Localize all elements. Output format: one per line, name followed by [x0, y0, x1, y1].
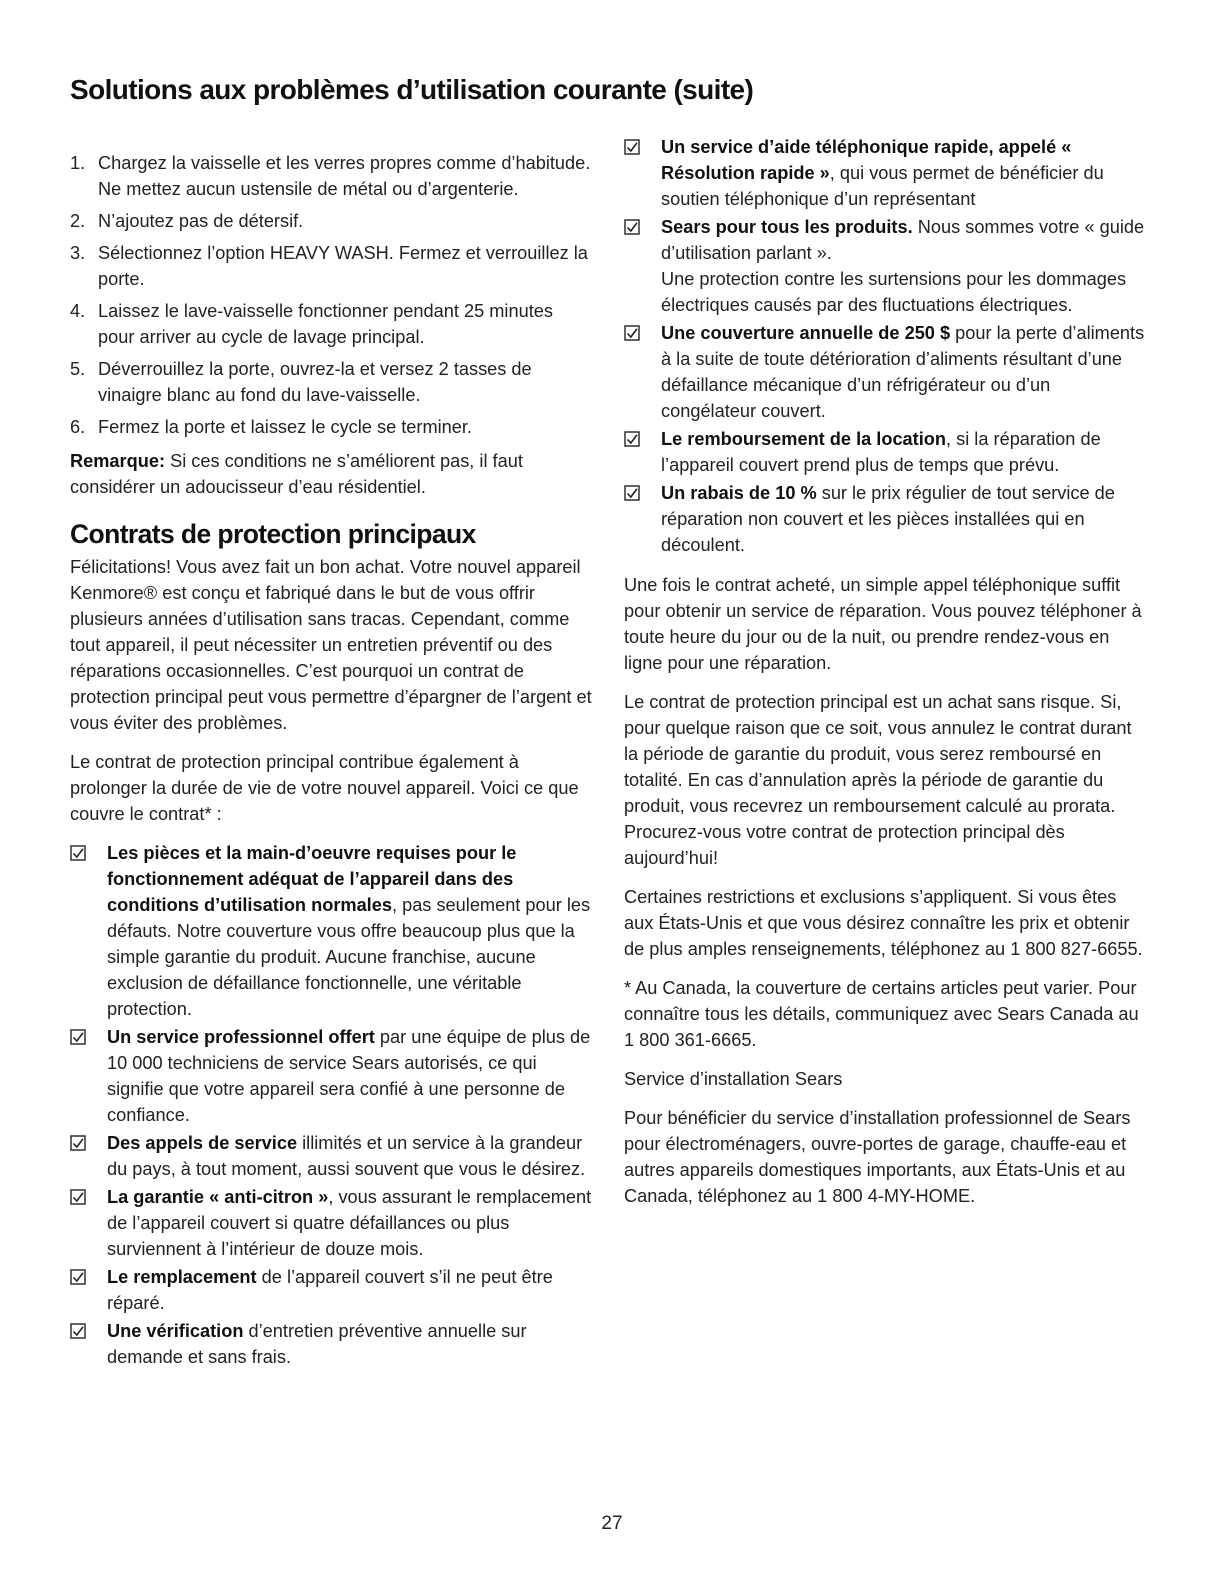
- checkbox-checked-icon: [624, 431, 640, 447]
- step-text: Fermez la porte et laissez le cycle se terminer.: [98, 417, 472, 437]
- step-text: Déverrouillez la porte, ouvrez-la et versez 2 tasses de vinaigre blanc au fond du lave-vaisselle.: [98, 359, 532, 405]
- coverage-item-text: illimités et un service à la grandeur du pays, à tout moment, aussi souvent que vous le désirez.: [107, 1133, 586, 1179]
- checkbox-checked-icon: [70, 1189, 86, 1205]
- installation-paragraph: Pour bénéficier du service d’installation professionnel de Sears pour électroménagers, ouvre-portes de garage, chauffe-eau et autres appareils domestiques importants, aux États-Unis et au Canada, téléphonez au 1 800 4-MY-HOME.: [624, 1108, 1131, 1206]
- coverage-item: [70, 1318, 592, 1370]
- step-item: [70, 414, 592, 440]
- coverage-item-extra: Une protection contre les surtensions pour les dommages électriques causés par des fluctuations électriques.: [661, 269, 1127, 315]
- coverage-item: [70, 1184, 592, 1262]
- coverage-item-lead: Le remplacement: [107, 1267, 257, 1287]
- intro-paragraph-1: Félicitations! Vous avez fait un bon achat. Votre nouvel appareil Kenmore® est conçu et fabriqué dans le but de vous offrir plusieurs années d’utilisation sans tracas. Cependant, comme tout appareil, il peut nécessiter un entretien préventif ou des réparations occasionnelles. C’est pourquoi un contrat de protection principal peut vous permettre d’épargner de l’argent et vous éviter des problèmes.: [70, 557, 592, 733]
- step-text: N’ajoutez pas de détersif.: [98, 211, 304, 231]
- coverage-item: [624, 320, 1146, 424]
- right-column: [624, 134, 1146, 1222]
- checkbox-checked-icon: [70, 1029, 86, 1045]
- coverage-item-text: , pas seulement pour les défauts. Notre couverture vous offre beaucoup plus que la simple garantie du produit. Aucune franchise, aucune exclusion de défaillance fonctionnelle, une véritable protection.: [107, 895, 591, 1019]
- step-number: 3.: [70, 243, 86, 263]
- steps-list: [70, 150, 592, 440]
- step-item: [70, 298, 592, 350]
- coverage-item-lead: Les pièces et la main-d’oeuvre requises pour le fonctionnement adéquat de l’appareil dans des conditions d’utilisation normales: [107, 843, 517, 915]
- coverage-item-text: Nous sommes votre « guide d’utilisation parlant ».: [661, 217, 1145, 263]
- checkbox-checked-icon: [70, 1135, 86, 1151]
- step-item: [70, 150, 592, 202]
- checkbox-checked-icon: [624, 325, 640, 341]
- coverage-item-text: sur le prix régulier de tout service de réparation non couvert et les pièces installées qui en découlent.: [661, 483, 1115, 555]
- coverage-item: [70, 1130, 592, 1182]
- coverage-item-text: , qui vous permet de bénéficier du soutien téléphonique d’un représentant: [661, 163, 1104, 209]
- coverage-item: [70, 840, 592, 1022]
- step-number: 2.: [70, 211, 86, 231]
- coverage-item-text: , vous assurant le remplacement de l’appareil couvert si quatre défaillances ou plus surviennent à l’intérieur de douze mois.: [107, 1187, 592, 1259]
- remark-label: Remarque:: [70, 451, 166, 471]
- coverage-item-text: d’entretien préventive annuelle sur demande et sans frais.: [107, 1321, 527, 1367]
- coverage-list-right: [624, 134, 1146, 558]
- step-number: 1.: [70, 153, 86, 173]
- page-number: 27: [601, 1513, 623, 1534]
- checkbox-checked-icon: [624, 139, 640, 155]
- coverage-item: [624, 426, 1146, 478]
- coverage-item: [70, 1264, 592, 1316]
- step-text: Sélectionnez l’option HEAVY WASH. Fermez et verrouillez la porte.: [98, 243, 588, 289]
- coverage-item: [624, 480, 1146, 558]
- coverage-item: [70, 1024, 592, 1128]
- remark-text: Si ces conditions ne s’améliorent pas, il faut considérer un adoucisseur d’eau résidentiel.: [70, 451, 523, 497]
- coverage-item-lead: Un service professionnel offert: [107, 1027, 375, 1047]
- coverage-item-lead: Sears pour tous les produits.: [661, 217, 913, 237]
- contract-paragraph-2: Le contrat de protection principal est un achat sans risque. Si, pour quelque raison que ce soit, vous annulez le contrat durant la période de garantie du produit, vous serez remboursé en totalité. En cas d’annulation après la période de garantie du produit, vous recevrez un remboursement calculé au prorata. Procurez-vous votre contrat de protection principal dès aujourd’hui!: [624, 692, 1132, 868]
- contract-paragraph-3: Certaines restrictions et exclusions s’appliquent. Si vous êtes aux États-Unis et que vous désirez connaître les prix et obtenir de plus amples renseignements, téléphonez au 1 800 827-6655.: [624, 887, 1143, 959]
- checkbox-checked-icon: [70, 845, 86, 861]
- coverage-item-lead: Un service d’aide téléphonique rapide, appelé « Résolution rapide »: [661, 137, 1072, 183]
- coverage-item: [624, 134, 1146, 212]
- coverage-item-lead: Le remboursement de la location: [661, 429, 947, 449]
- coverage-item-text: , si la réparation de l’appareil couvert prend plus de temps que prévu.: [661, 429, 1101, 475]
- coverage-item-text: par une équipe de plus de 10 000 techniciens de service Sears autorisés, ce qui signifie que votre appareil sera confié à une personne de confiance.: [107, 1027, 591, 1125]
- step-item: [70, 208, 592, 234]
- coverage-item-lead: Des appels de service: [107, 1133, 298, 1153]
- step-text: Laissez le lave-vaisselle fonctionner pendant 25 minutes pour arriver au cycle de lavage principal.: [98, 301, 553, 347]
- page-title: Solutions aux problèmes d’utilisation courante (suite): [70, 74, 754, 105]
- remark-paragraph: [70, 448, 592, 500]
- left-column: [70, 142, 592, 1384]
- step-number: 6.: [70, 417, 86, 437]
- section-title: Contrats de protection principaux: [70, 519, 476, 549]
- coverage-item-lead: Une couverture annuelle de 250 $: [661, 323, 951, 343]
- coverage-item: [624, 214, 1146, 318]
- checkbox-checked-icon: [70, 1269, 86, 1285]
- checkbox-checked-icon: [624, 485, 640, 501]
- intro-paragraph-2: Le contrat de protection principal contribue également à prolonger la durée de vie de votre nouvel appareil. Voici ce que couvre le contrat* :: [70, 752, 579, 824]
- step-text: Chargez la vaisselle et les verres propres comme d’habitude. Ne mettez aucun ustensile de métal ou d’argenterie.: [98, 153, 591, 199]
- step-item: [70, 356, 592, 408]
- checkbox-checked-icon: [624, 219, 640, 235]
- coverage-item-text: pour la perte d’aliments à la suite de toute détérioration d’aliments résultant d’une défaillance mécanique d’un réfrigérateur ou d’un congélateur couvert.: [661, 323, 1145, 421]
- step-number: 4.: [70, 301, 86, 321]
- step-item: [70, 240, 592, 292]
- installation-heading: Service d’installation Sears: [624, 1069, 843, 1089]
- coverage-item-lead: La garantie « anti-citron »: [107, 1187, 329, 1207]
- coverage-item-text: de l’appareil couvert s’il ne peut être réparé.: [107, 1267, 553, 1313]
- coverage-item-lead: Un rabais de 10 %: [661, 483, 817, 503]
- coverage-item-lead: Une vérification: [107, 1321, 244, 1341]
- step-number: 5.: [70, 359, 86, 379]
- coverage-list-left: [70, 840, 592, 1370]
- contract-paragraph-1: Une fois le contrat acheté, un simple appel téléphonique suffit pour obtenir un service de réparation. Vous pouvez téléphoner à toute heure du jour ou de la nuit, ou prendre rendez-vous en ligne pour une réparation.: [624, 575, 1142, 673]
- canada-footnote: * Au Canada, la couverture de certains articles peut varier. Pour connaître tous les détails, communiquez avec Sears Canada au 1 800 361-6665.: [624, 978, 1139, 1050]
- checkbox-checked-icon: [70, 1323, 86, 1339]
